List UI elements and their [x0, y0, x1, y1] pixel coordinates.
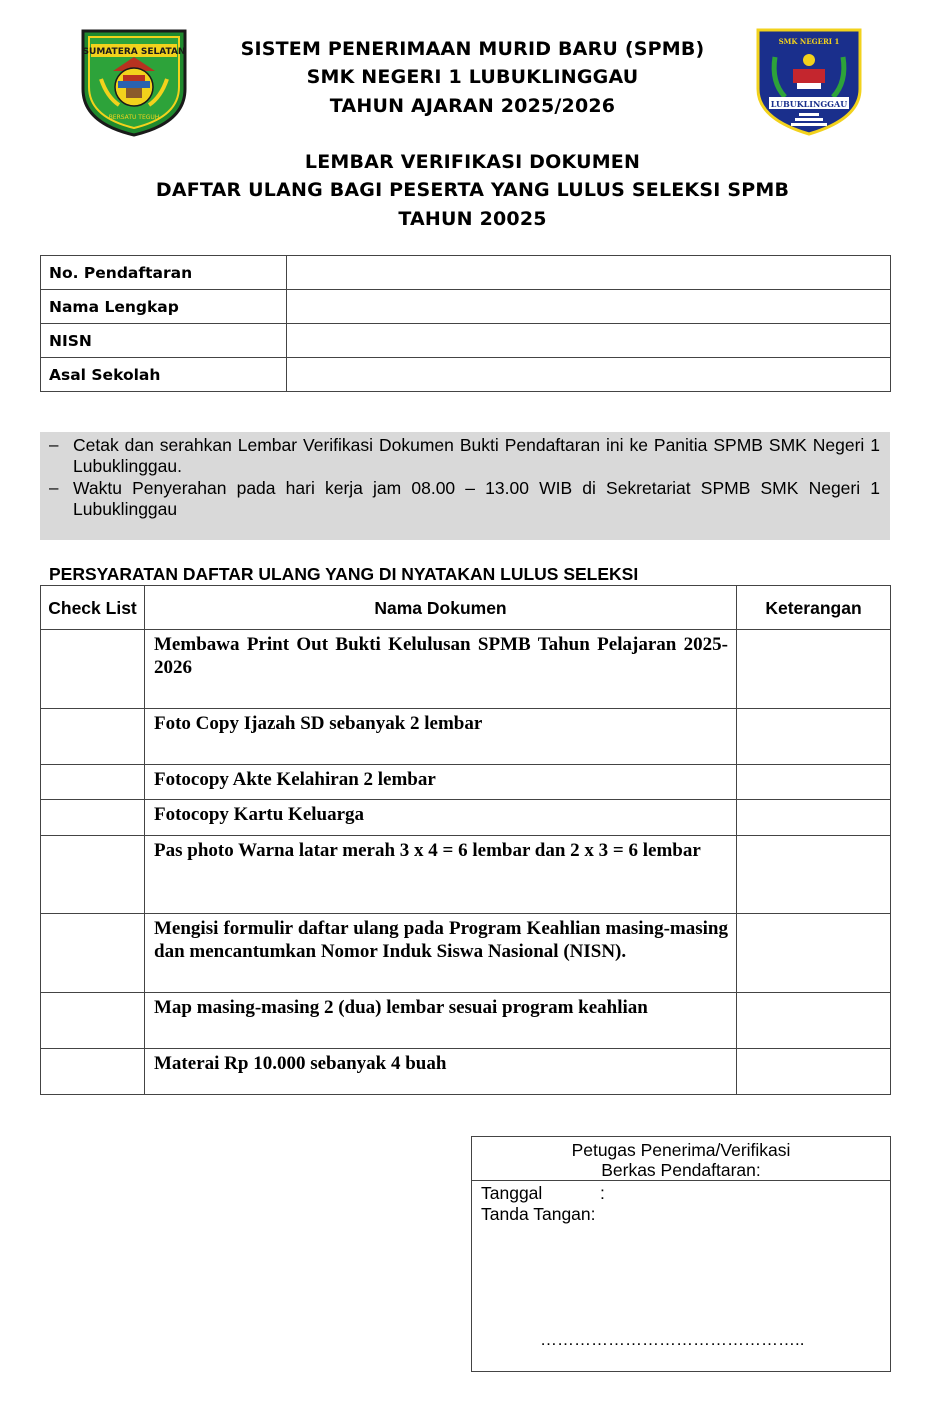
check-cell[interactable]: [41, 914, 145, 993]
requirements-header-row: [41, 586, 891, 630]
school-origin-field[interactable]: [287, 358, 891, 392]
registration-number-label: No. Pendaftaran: [41, 256, 287, 290]
table-row: [41, 709, 891, 765]
emblem-top-text: SUMATERA SELATAN: [82, 47, 186, 57]
logo-top-text: SMK NEGERI 1: [778, 37, 840, 46]
check-cell[interactable]: [41, 836, 145, 914]
full-name-label: Nama Lengkap: [41, 290, 287, 324]
document-name-header: Nama Dokumen: [145, 586, 737, 630]
table-row: [41, 800, 891, 836]
table-row: [41, 630, 891, 709]
check-cell[interactable]: [41, 630, 145, 709]
table-row: [41, 993, 891, 1049]
requirements-title: PERSYARATAN DAFTAR ULANG YANG DI NYATAKAN LULUS SELEKSI: [49, 564, 639, 584]
check-cell[interactable]: [41, 1049, 145, 1095]
document-cell: Foto Copy Ijazah SD sebanyak 2 lembar: [145, 709, 737, 765]
notice-bullet: –: [49, 478, 59, 497]
note-cell[interactable]: [737, 1049, 891, 1095]
notice-item-print: Cetak dan serahkan Lembar Verifikasi Dokumen Bukti Pendaftaran ini ke Panitia SPMB SMK Negeri 1 Lubuklinggau.: [73, 435, 880, 476]
requirements-table: [40, 585, 891, 1095]
identity-row: [41, 324, 891, 358]
note-cell[interactable]: [737, 836, 891, 914]
notice-bullet: –: [49, 435, 59, 454]
notice-item-time: Waktu Penyerahan pada hari kerja jam 08.00 – 13.00 WIB di Sekretariat SPMB SMK Negeri 1 Lubuklinggau: [73, 478, 880, 519]
check-list-header: Check List: [41, 586, 145, 630]
signature-label: Tanda Tangan:: [481, 1204, 596, 1224]
check-cell[interactable]: [41, 800, 145, 836]
verification-signature-box: [471, 1136, 891, 1372]
doc-subtitle: DAFTAR ULANG BAGI PESERTA YANG LULUS SELEKSI SPMB: [155, 179, 790, 201]
check-cell[interactable]: [41, 709, 145, 765]
notice-box: [40, 432, 890, 540]
full-name-field[interactable]: [287, 290, 891, 324]
doc-year: TAHUN 20025: [398, 208, 547, 230]
officer-subtitle: Berkas Pendaftaran:: [601, 1160, 761, 1180]
date-colon: :: [600, 1183, 605, 1203]
signature-line[interactable]: ………………………………………..: [540, 1330, 805, 1349]
document-cell: Map masing-masing 2 (dua) lembar sesuai program keahlian: [145, 993, 737, 1049]
identity-row: [41, 358, 891, 392]
table-row: [41, 836, 891, 914]
nisn-label: NISN: [41, 324, 287, 358]
table-row: [41, 765, 891, 800]
note-cell[interactable]: [737, 993, 891, 1049]
document-cell: Materai Rp 10.000 sebanyak 4 buah: [145, 1049, 737, 1095]
signature-box-header: [472, 1137, 890, 1181]
registration-number-field[interactable]: [287, 256, 891, 290]
note-cell[interactable]: [737, 709, 891, 765]
note-header: Keterangan: [737, 586, 891, 630]
identity-table: [40, 255, 891, 392]
document-cell: Membawa Print Out Bukti Kelulusan SPMB Tahun Pelajaran 2025-2026: [145, 630, 737, 709]
logo-bottom-text: LUBUKLINGGAU: [770, 99, 848, 109]
officer-title: Petugas Penerima/Verifikasi: [571, 1140, 791, 1160]
note-cell[interactable]: [737, 914, 891, 993]
table-row: [41, 914, 891, 993]
document-cell: Mengisi formulir daftar ulang pada Program Keahlian masing-masing dan mencantumkan Nomor Induk Siswa Nasional (NISN).: [145, 914, 737, 993]
school-origin-label: Asal Sekolah: [41, 358, 287, 392]
note-cell[interactable]: [737, 765, 891, 800]
document-cell: Fotocopy Kartu Keluarga: [145, 800, 737, 836]
note-cell[interactable]: [737, 800, 891, 836]
identity-row: [41, 256, 891, 290]
nisn-field[interactable]: [287, 324, 891, 358]
document-cell: Pas photo Warna latar merah 3 x 4 = 6 lembar dan 2 x 3 = 6 lembar: [145, 836, 737, 914]
table-row: [41, 1049, 891, 1095]
date-label: Tanggal: [481, 1183, 543, 1203]
emblem-bottom-text: BERSATU TEGUH: [108, 114, 160, 121]
check-cell[interactable]: [41, 765, 145, 800]
header-system-name: SISTEM PENERIMAAN MURID BARU (SPMB): [240, 38, 705, 60]
header-school-name: SMK NEGERI 1 LUBUKLINGGAU: [306, 66, 639, 88]
doc-title: LEMBAR VERIFIKASI DOKUMEN: [304, 151, 641, 173]
check-cell[interactable]: [41, 993, 145, 1049]
note-cell[interactable]: [737, 630, 891, 709]
identity-row: [41, 290, 891, 324]
header-academic-year: TAHUN AJARAN 2025/2026: [329, 95, 616, 117]
document-cell: Fotocopy Akte Kelahiran 2 lembar: [145, 765, 737, 800]
